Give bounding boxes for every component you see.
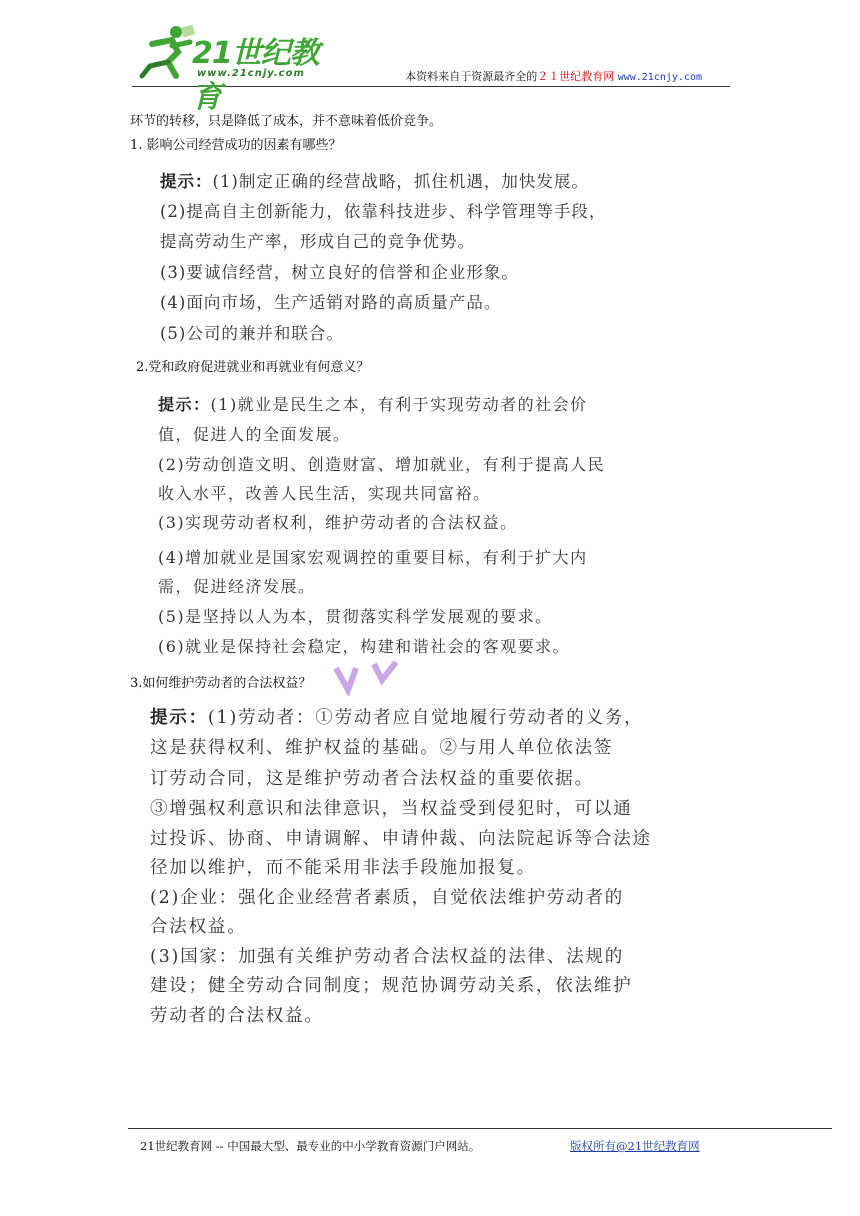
hint-line: (2)劳动创造文明、创造财富、增加就业，有利于提高人民 xyxy=(158,455,606,474)
hint-line: 劳动者的合法权益。 xyxy=(150,1006,324,1026)
hint-line: ③增强权利意识和法律意识，当权益受到侵犯时，可以通 xyxy=(150,799,633,819)
question-3: 3.如何维护劳动者的合法权益？ xyxy=(130,676,312,691)
site-logo[interactable] xyxy=(132,22,337,115)
intro-line: 环节的转移，只是降低了成本，并不意味着低价竞争。 xyxy=(130,114,443,129)
copyright-link[interactable]: 版权所有@21世纪教育网 xyxy=(570,1139,700,1153)
question-2: 2.党和政府促进就业和再就业有何意义？ xyxy=(136,360,370,375)
hint-line: (5)公司的兼并和联合。 xyxy=(160,324,344,343)
hint-line: 提高劳动生产率，形成自己的竞争优势。 xyxy=(160,232,475,251)
hint-line: 合法权益。 xyxy=(150,917,247,937)
hint-line: (1)制定正确的经营战略，抓住机遇，加快发展。 xyxy=(212,172,589,191)
watermark-mark-icon xyxy=(334,660,404,696)
source-note xyxy=(405,68,702,84)
hint-line: 过投诉、协商、申请调解、申请仲裁、向法院起诉等合法途 xyxy=(150,829,652,849)
hint-line: 径加以维护，而不能采用非法手段施加报复。 xyxy=(150,858,536,878)
footer-divider xyxy=(128,1128,832,1129)
hint-line: (3)要诚信经营，树立良好的信誉和企业形象。 xyxy=(160,263,519,282)
hint-label: 提示： xyxy=(158,395,211,414)
hint-line: (1)劳动者：①劳动者应自觉地履行劳动者的义务， xyxy=(207,708,644,728)
logo-url: www.21cnjy.com xyxy=(197,68,305,79)
hint-label: 提示： xyxy=(150,708,208,728)
hint-line: 需，促进经济发展。 xyxy=(158,577,316,596)
hint-line: (4)面向市场，生产适销对路的高质量产品。 xyxy=(160,293,502,312)
hint-line: (2)提高自主创新能力，依靠科技进步、科学管理等手段， xyxy=(160,202,607,221)
hint-line: (3)实现劳动者权利，维护劳动者的合法权益。 xyxy=(158,513,518,532)
hint-label: 提示： xyxy=(160,172,213,191)
hint-line: (2)企业：强化企业经营者素质，自觉依法维护劳动者的 xyxy=(150,888,625,908)
hint-line: 收入水平，改善人民生活，实现共同富裕。 xyxy=(158,484,491,503)
footer-text: 21世纪教育网 -- 中国最大型、最专业的中小学教育资源门户网站。 xyxy=(140,1139,481,1153)
hint-line: 值，促进人的全面发展。 xyxy=(158,425,351,444)
hint-line: 订劳动合同，这是维护劳动者合法权益的重要依据。 xyxy=(150,769,594,789)
source-site-link[interactable]: ２１世纪教育网 xyxy=(537,70,615,83)
hint-line: 这是获得权利、维护权益的基础。②与用人单位依法签 xyxy=(150,738,614,758)
source-url-link[interactable]: www.21cnjy.com xyxy=(617,72,702,83)
hint-line: (4)增加就业是国家宏观调控的重要目标，有利于扩大内 xyxy=(158,548,588,567)
hint-line: 建设；健全劳动合同制度；规范协调劳动关系，依法维护 xyxy=(150,976,633,996)
logo-text: 21世纪教育 xyxy=(192,36,319,115)
source-prefix: 本资料来自于资源最齐全的 xyxy=(405,70,538,83)
question-1: 1. 影响公司经营成功的因素有哪些？ xyxy=(130,138,342,153)
hint-line: (3)国家：加强有关维护劳动者合法权益的法律、法规的 xyxy=(150,947,625,967)
page-header xyxy=(132,22,730,115)
hint-line: (6)就业是保持社会稳定，构建和谐社会的客观要求。 xyxy=(158,637,571,656)
hint-line: (1)就业是民生之本，有利于实现劳动者的社会价 xyxy=(210,395,588,414)
hint-line: (5)是坚持以人为本，贯彻落实科学发展观的要求。 xyxy=(158,607,553,626)
